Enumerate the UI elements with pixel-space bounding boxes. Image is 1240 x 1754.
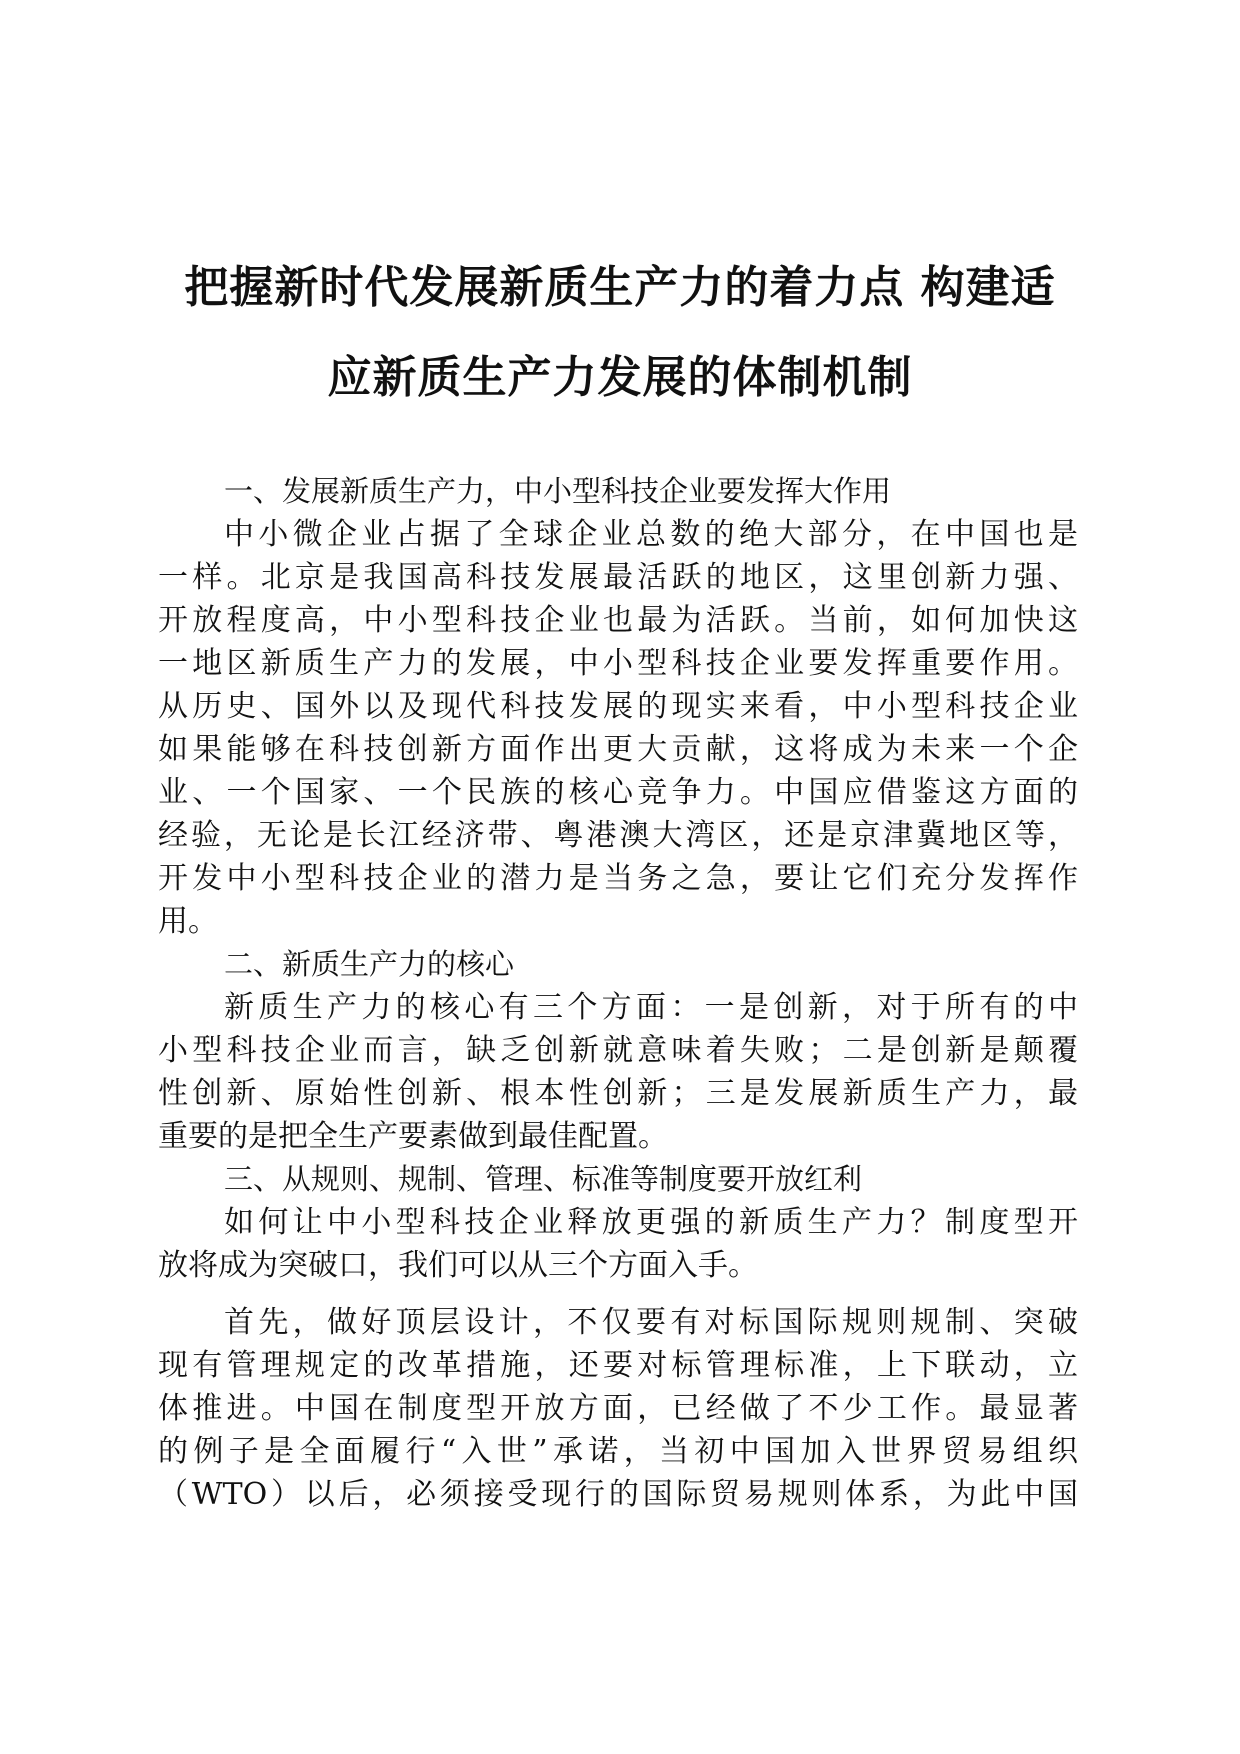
section-3-paragraph-2-line: 首先，做好顶层设计，不仅要有对标国际规则规制、突破	[224, 1305, 1078, 1340]
section-3-paragraph-2-line: 体推进。中国在制度型开放方面，已经做了不少工作。最显著	[158, 1391, 1078, 1426]
section-1-line: 用。	[158, 904, 218, 939]
section-3-line: 如何让中小型科技企业释放更强的新质生产力？制度型开	[224, 1205, 1078, 1240]
section-1-line: 业、一个国家、一个民族的核心竞争力。中国应借鉴这方面的	[158, 775, 1078, 810]
section-3-paragraph-2-line: 现有管理规定的改革措施，还要对标管理标准，上下联动，立	[158, 1348, 1078, 1383]
section-3-heading: 三、从规则、规制、管理、标准等制度要开放红利	[224, 1162, 863, 1196]
section-1-line: 开发中小型科技企业的潜力是当务之急，要让它们充分发挥作	[158, 861, 1078, 896]
section-1-line: 如果能够在科技创新方面作出更大贡献，这将成为未来一个企	[158, 732, 1078, 767]
section-2-line: 重要的是把全生产要素做到最佳配置。	[158, 1119, 668, 1154]
section-1-line: 开放程度高，中小型科技企业也最为活跃。当前，如何加快这	[158, 603, 1078, 638]
section-1-line: 一样。北京是我国高科技发展最活跃的地区，这里创新力强、	[158, 560, 1078, 595]
document-title-line-2: 应新质生产力发展的体制机制	[327, 352, 913, 403]
section-1-line: 一地区新质生产力的发展，中小型科技企业要发挥重要作用。	[158, 646, 1078, 681]
section-1-heading: 一、发展新质生产力，中小型科技企业要发挥大作用	[224, 474, 892, 508]
section-2-heading: 二、新质生产力的核心	[224, 947, 515, 981]
section-1-line: 中小微企业占据了全球企业总数的绝大部分，在中国也是	[224, 517, 1078, 552]
section-1-line: 经验，无论是长江经济带、粤港澳大湾区，还是京津冀地区等，	[158, 818, 1078, 853]
section-2-line: 性创新、原始性创新、根本性创新；三是发展新质生产力，最	[158, 1076, 1078, 1111]
section-3-paragraph-2-line: （WTO）以后，必须接受现行的国际贸易规则体系，为此中国	[158, 1477, 1078, 1512]
paragraph-gap	[158, 1287, 1078, 1301]
section-3-paragraph-2-line: 的例子是全面履行“入世”承诺，当初中国加入世界贸易组织	[158, 1434, 1078, 1469]
document-body	[158, 470, 1078, 1516]
section-1-line: 从历史、国外以及现代科技发展的现实来看，中小型科技企业	[158, 689, 1078, 724]
section-2-line: 小型科技企业而言，缺乏创新就意味着失败；二是创新是颠覆	[158, 1033, 1078, 1068]
section-2-line: 新质生产力的核心有三个方面：一是创新，对于所有的中	[224, 990, 1078, 1025]
document-title-line-1: 把握新时代发展新质生产力的着力点 构建适	[184, 262, 1056, 313]
section-3-line: 放将成为突破口，我们可以从三个方面入手。	[158, 1248, 758, 1283]
